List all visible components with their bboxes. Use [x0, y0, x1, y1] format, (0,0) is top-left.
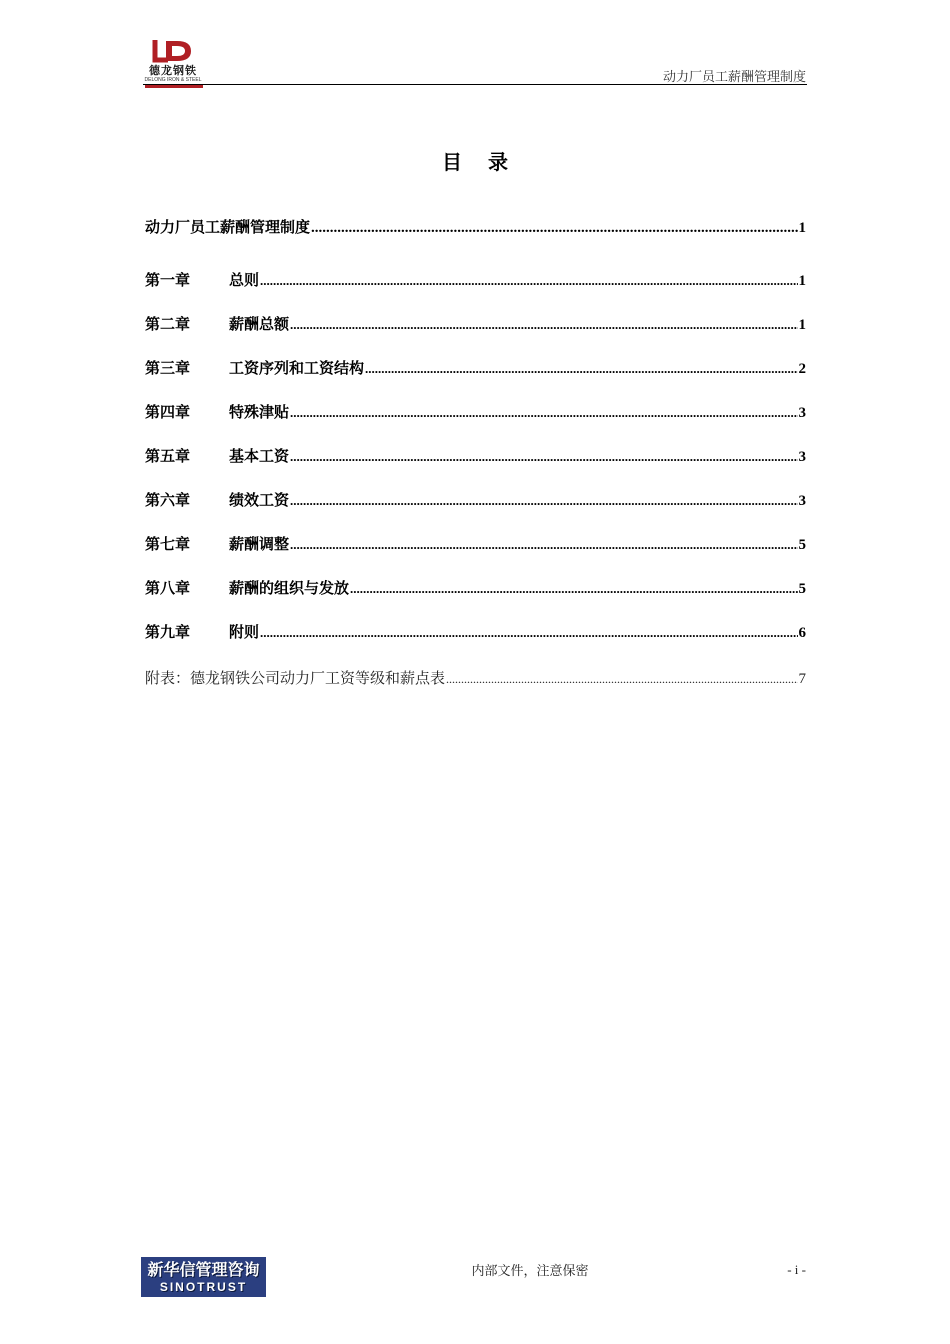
- toc-entry-chapter-3[interactable]: [145, 357, 806, 378]
- toc-heading-char-2: 录: [488, 150, 508, 174]
- toc-leader-dots: [290, 537, 797, 553]
- toc-chapter-title: 附则: [229, 623, 260, 641]
- logo-chinese-text: 德龙钢铁: [149, 64, 197, 77]
- footer-confidential-note: 内部文件，注意保密: [471, 1264, 589, 1279]
- footer-page-number: - i -: [787, 1262, 806, 1277]
- toc-chapter-page: 1: [798, 273, 806, 289]
- toc-entry-chapter-6[interactable]: [145, 489, 806, 510]
- header-document-title: 动力厂员工薪酬管理制度: [662, 70, 806, 85]
- delong-logo: [143, 38, 203, 89]
- toc-chapter-number: 第四章: [145, 403, 191, 421]
- toc-entry-main[interactable]: [145, 216, 806, 237]
- toc-chapter-title: 工资序列和工资结构: [229, 359, 365, 377]
- toc-entry-chapter-4[interactable]: [145, 401, 806, 422]
- header-divider: [143, 84, 807, 85]
- toc-chapter-number: 第八章: [145, 579, 191, 597]
- toc-chapter-page: 5: [798, 537, 806, 553]
- toc-leader-dots: [290, 405, 797, 421]
- toc-leader-dots: [290, 317, 797, 333]
- toc-chapter-number: 第三章: [145, 359, 191, 377]
- toc-chapter-number: 第九章: [145, 623, 191, 641]
- toc-chapter-title: 薪酬的组织与发放: [229, 579, 350, 597]
- toc-entry-appendix[interactable]: [145, 667, 806, 688]
- toc-chapter-number: 第六章: [145, 491, 191, 509]
- toc-chapter-title: 基本工资: [229, 447, 290, 465]
- toc-leader-dots: [290, 493, 797, 509]
- toc-appendix-page: 7: [798, 671, 806, 687]
- toc-entry-chapter-7[interactable]: [145, 533, 806, 554]
- toc-chapter-number: 第七章: [145, 535, 191, 553]
- toc-leader-dots: [260, 273, 797, 289]
- toc-chapter-page: 3: [798, 493, 806, 509]
- toc-chapter-page: 5: [798, 581, 806, 597]
- logo-english-text: DELONG IRON & STEEL: [144, 77, 202, 83]
- toc-leader-dots: [350, 581, 797, 597]
- toc-chapter-title: 总则: [229, 271, 260, 289]
- toc-leader-dots: [290, 449, 797, 465]
- toc-chapter-page: 3: [798, 449, 806, 465]
- toc-entry-chapter-1[interactable]: [145, 269, 806, 290]
- toc-leader-dots: [446, 672, 797, 687]
- delong-logo-mark-icon: [146, 38, 200, 64]
- toc-entry-chapter-5[interactable]: [145, 445, 806, 466]
- toc-chapter-number: 第二章: [145, 315, 191, 333]
- toc-leader-dots: [365, 361, 797, 377]
- toc-entry-page: 1: [798, 220, 806, 236]
- toc-heading-char-1: 目: [442, 150, 462, 174]
- toc-leader-dots: [260, 625, 797, 641]
- toc-leader-dots: [311, 220, 797, 237]
- toc-chapter-title: 薪酬调整: [229, 535, 290, 553]
- toc-entry-chapter-8[interactable]: [145, 577, 806, 598]
- toc-chapter-page: 2: [798, 361, 806, 377]
- sinotrust-logo-chinese: 新华信管理咨询: [147, 1260, 260, 1279]
- sinotrust-logo-english: SINOTRUST: [159, 1280, 248, 1294]
- toc-chapter-page: 6: [798, 625, 806, 641]
- toc-chapter-title: 绩效工资: [229, 491, 290, 509]
- toc-chapter-page: 3: [798, 405, 806, 421]
- toc-chapter-title: 特殊津贴: [229, 403, 290, 421]
- toc-chapter-number: 第一章: [145, 271, 191, 289]
- toc-chapter-page: 1: [798, 317, 806, 333]
- toc-entry-label: 动力厂员工薪酬管理制度: [145, 218, 311, 236]
- toc-heading: [0, 146, 950, 175]
- toc-entry-chapter-2[interactable]: [145, 313, 806, 334]
- toc-chapter-title: 薪酬总额: [229, 315, 290, 333]
- toc-appendix-label: 附表：德龙钢铁公司动力厂工资等级和薪点表: [145, 669, 446, 687]
- toc-chapter-number: 第五章: [145, 447, 191, 465]
- toc-entry-chapter-9[interactable]: [145, 621, 806, 642]
